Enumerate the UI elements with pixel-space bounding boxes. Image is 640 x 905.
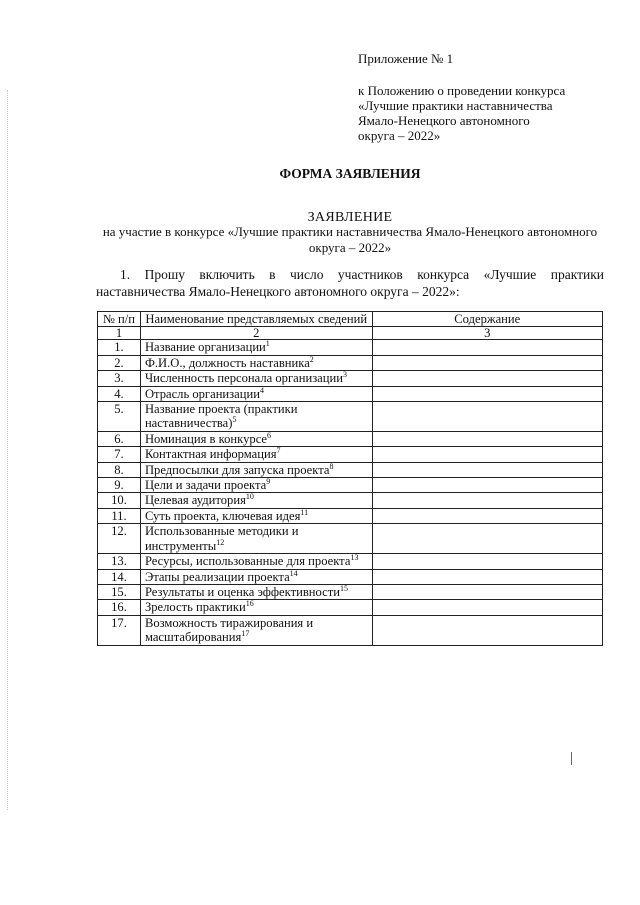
row-number: 14.: [98, 569, 141, 584]
field-name-text: Зрелость практики: [144, 600, 246, 615]
field-name-text: Результаты и оценка эффективности: [144, 584, 340, 599]
field-name-text: Целевая аудитория: [144, 493, 246, 508]
row-number: 16.: [98, 600, 141, 615]
row-content-cell[interactable]: [372, 371, 602, 386]
page-number-mark: [571, 752, 572, 765]
table-row: [98, 508, 603, 523]
table-row: [98, 478, 603, 493]
field-name-text: Возможность тиражирования и масштабирования: [144, 615, 314, 645]
table-row: [98, 447, 603, 462]
row-content-cell[interactable]: [372, 431, 602, 446]
table-row: [98, 462, 603, 477]
row-field-name: [140, 462, 372, 477]
index-cell: 3: [372, 327, 602, 340]
application-table: [97, 311, 603, 646]
footnote-marker: 3: [343, 370, 347, 380]
header-name: Наименование представляемых сведений: [140, 312, 372, 327]
footnote-marker: 8: [329, 461, 334, 471]
row-number: 3.: [98, 371, 141, 386]
row-content-cell[interactable]: [372, 600, 602, 615]
statement-subtitle: на участие в конкурсе «Лучшие практики наставничества Ямало-Ненецкого автономного округа – 2022»: [102, 224, 598, 255]
row-field-name: [140, 600, 372, 615]
row-number: 10.: [98, 493, 141, 508]
row-content-cell[interactable]: [372, 584, 602, 599]
footnote-marker: 5: [232, 415, 237, 425]
appendix-block: [358, 51, 628, 143]
scan-margin-artifact: [7, 90, 9, 810]
intro-paragraph: 1. Прошу включить в число участников конкурса «Лучшие практики наставничества Ямало-Ненецкого автономного округа – 2022»:: [96, 267, 604, 299]
footnote-marker: 9: [266, 477, 271, 487]
table-row: [98, 371, 603, 386]
footnote-marker: 16: [245, 599, 254, 609]
appendix-line: Ямало-Ненецкого автономного: [358, 113, 530, 128]
field-name-text: Ресурсы, использованные для проекта: [144, 554, 351, 569]
footnote-marker: 10: [245, 492, 254, 502]
row-content-cell[interactable]: [372, 340, 602, 355]
footnote-marker: 1: [265, 339, 270, 349]
table-header-row: [98, 312, 603, 327]
field-name-text: Контактная информация: [144, 447, 277, 462]
field-name-text: Номинация в конкурсе: [144, 431, 268, 446]
table-row: [98, 386, 603, 401]
row-number: 12.: [98, 524, 141, 554]
field-name-text: Численность персонала организации: [144, 371, 343, 386]
row-field-name: [140, 355, 372, 370]
row-content-cell[interactable]: [372, 462, 602, 477]
row-number: 7.: [98, 447, 141, 462]
row-field-name: [140, 524, 372, 554]
footnote-marker: 12: [216, 537, 225, 547]
table-row: [98, 340, 603, 355]
row-content-cell[interactable]: [372, 615, 602, 645]
footnote-marker: 15: [339, 583, 348, 593]
row-content-cell[interactable]: [372, 554, 602, 569]
field-name-text: Цели и задачи проекта: [144, 478, 267, 493]
field-name-text: Отрасль организации: [144, 386, 260, 401]
form-title: ФОРМА ЗАЯВЛЕНИЯ: [279, 166, 421, 181]
row-field-name: [140, 371, 372, 386]
row-field-name: [140, 508, 372, 523]
row-field-name: [140, 615, 372, 645]
row-content-cell[interactable]: [372, 402, 602, 432]
footnote-marker: 7: [276, 446, 281, 456]
row-field-name: [140, 493, 372, 508]
row-content-cell[interactable]: [372, 493, 602, 508]
row-field-name: [140, 478, 372, 493]
row-content-cell[interactable]: [372, 386, 602, 401]
appendix-line: округа – 2022»: [358, 128, 441, 143]
field-name-text: Название организации: [144, 340, 266, 355]
row-field-name: [140, 554, 372, 569]
table-row: [98, 554, 603, 569]
index-cell: 1: [98, 327, 141, 340]
table-row: [98, 569, 603, 584]
row-number: 17.: [98, 615, 141, 645]
row-field-name: [140, 569, 372, 584]
table-row: [98, 524, 603, 554]
row-content-cell[interactable]: [372, 524, 602, 554]
table-row: [98, 584, 603, 599]
row-number: 2.: [98, 355, 141, 370]
field-name-text: Предпосылки для запуска проекта: [144, 462, 330, 477]
row-number: 1.: [98, 340, 141, 355]
footnote-marker: 14: [289, 568, 298, 578]
appendix-title: Приложение № 1: [358, 51, 454, 66]
row-number: 5.: [98, 402, 141, 432]
table-row: [98, 402, 603, 432]
header-number: № п/п: [98, 312, 141, 327]
footnote-marker: 11: [300, 507, 309, 517]
row-content-cell[interactable]: [372, 478, 602, 493]
table-row: [98, 355, 603, 370]
field-name-text: Название проекта (практики наставничества): [144, 402, 298, 431]
row-number: 11.: [98, 508, 141, 523]
row-number: 6.: [98, 431, 141, 446]
field-name-text: Суть проекта, ключевая идея: [144, 508, 301, 523]
row-content-cell[interactable]: [372, 508, 602, 523]
row-field-name: [140, 386, 372, 401]
row-field-name: [140, 447, 372, 462]
statement-title: ЗАЯВЛЕНИЕ: [307, 210, 393, 225]
footnote-marker: 6: [267, 430, 272, 440]
footnote-marker: 13: [350, 553, 359, 563]
footnote-marker: 17: [241, 629, 250, 639]
row-field-name: [140, 340, 372, 355]
row-number: 15.: [98, 584, 141, 599]
row-field-name: [140, 584, 372, 599]
row-number: 4.: [98, 386, 141, 401]
row-field-name: [140, 402, 372, 432]
row-content-cell[interactable]: [372, 447, 602, 462]
table-row: [98, 493, 603, 508]
row-number: 13.: [98, 554, 141, 569]
table-row: [98, 431, 603, 446]
row-content-cell[interactable]: [372, 569, 602, 584]
footnote-marker: 2: [309, 354, 314, 364]
appendix-line: к Положению о проведении конкурса: [358, 83, 566, 98]
appendix-line: «Лучшие практики наставничества: [358, 98, 553, 113]
field-name-text: Использованные методики и инструменты: [144, 524, 299, 553]
field-name-text: Ф.И.О., должность наставника: [144, 355, 310, 370]
table-row: [98, 600, 603, 615]
index-cell: 2: [140, 327, 372, 340]
row-number: 9.: [98, 478, 141, 493]
table-row: [98, 615, 603, 645]
row-number: 8.: [98, 462, 141, 477]
header-content: Содержание: [372, 312, 602, 327]
row-content-cell[interactable]: [372, 355, 602, 370]
table-index-row: [98, 327, 603, 340]
field-name-text: Этапы реализации проекта: [144, 569, 290, 584]
row-field-name: [140, 431, 372, 446]
footnote-marker: 4: [259, 385, 264, 395]
